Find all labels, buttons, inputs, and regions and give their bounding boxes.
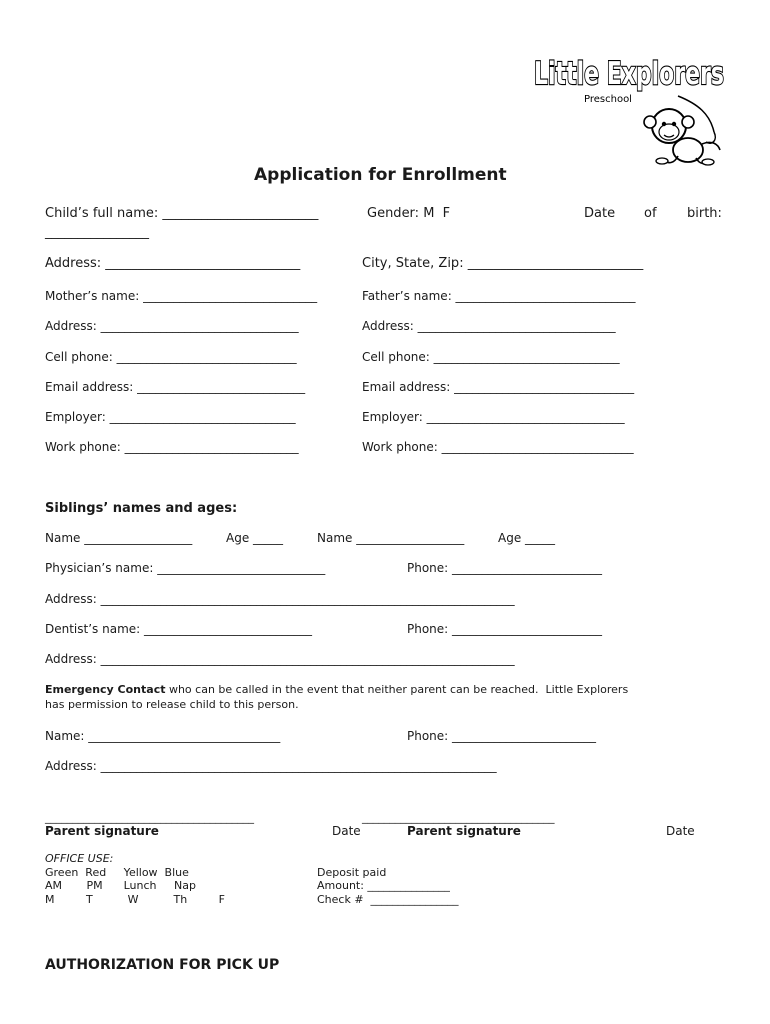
emergency-contact-text-2: has permission to release child to this person. — [45, 698, 299, 711]
father-name-field[interactable]: Father’s name: ______________________________ — [362, 289, 636, 303]
siblings-heading: Siblings’ names and ages: — [45, 501, 238, 516]
mother-cell-field[interactable]: Cell phone: ______________________________ — [45, 350, 297, 364]
father-employer-field[interactable]: Employer: _________________________________ — [362, 410, 625, 424]
mother-address-field[interactable]: Address: _________________________________ — [45, 319, 299, 333]
logo-title: Little Explorers — [534, 56, 724, 92]
child-address-field[interactable]: Address: ______________________________ — [45, 256, 301, 271]
dob-label-date: Date — [584, 206, 616, 221]
emergency-name-field[interactable]: Name: ________________________________ — [45, 729, 281, 743]
signature-date-label-2: Date — [666, 824, 695, 838]
parent-signature-line-1[interactable]: ______________________________________ — [45, 811, 254, 824]
sibling-name-1-field[interactable]: Name __________________ — [45, 531, 193, 545]
emergency-phone-field[interactable]: Phone: ________________________ — [407, 729, 597, 743]
physician-phone-field[interactable]: Phone: _________________________ — [407, 561, 603, 575]
dob-label-of: of — [644, 206, 657, 221]
sibling-name-2-field[interactable]: Name __________________ — [317, 531, 465, 545]
gender-field[interactable]: Gender: M F — [367, 206, 451, 221]
city-state-zip-field[interactable]: City, State, Zip: ___________________________ — [362, 256, 644, 271]
mother-employer-field[interactable]: Employer: _______________________________ — [45, 410, 296, 424]
little-explorers-logo — [528, 44, 732, 168]
parent-signature-label-1: Parent signature — [45, 824, 159, 838]
dentist-name-field[interactable]: Dentist’s name: ____________________________ — [45, 622, 312, 636]
authorization-heading: AUTHORIZATION FOR PICK UP — [45, 957, 280, 973]
parent-signature-line-2[interactable]: ___________________________________ — [362, 811, 555, 824]
office-use-session: AM PM Lunch Nap — [45, 879, 196, 892]
father-work-phone-field[interactable]: Work phone: ________________________________ — [362, 440, 634, 454]
father-email-field[interactable]: Email address: ______________________________ — [362, 380, 635, 394]
mother-email-field[interactable]: Email address: ____________________________ — [45, 380, 306, 394]
dob-label-birth: birth: — [687, 206, 722, 221]
child-full-name-field[interactable]: Child’s full name: ________________________ — [45, 206, 319, 221]
physician-name-field[interactable]: Physician’s name: ____________________________ — [45, 561, 326, 575]
date-of-birth-field[interactable]: ________________ — [45, 225, 149, 240]
deposit-paid-label: Deposit paid — [317, 866, 387, 879]
dentist-phone-field[interactable]: Phone: _________________________ — [407, 622, 603, 636]
physician-address-field[interactable]: Address: _____________________________________________________________________ — [45, 592, 515, 606]
emergency-address-field[interactable]: Address: __________________________________________________________________ — [45, 759, 497, 773]
emergency-contact-label: Emergency Contact — [45, 683, 166, 696]
monkey-mascot-icon — [528, 44, 732, 168]
office-use-heading: OFFICE USE: — [45, 852, 114, 865]
deposit-amount-field[interactable]: Amount: _______________ — [317, 879, 450, 892]
office-use-days: M T W Th F — [45, 893, 225, 906]
sibling-age-1-field[interactable]: Age _____ — [226, 531, 284, 545]
sibling-age-2-field[interactable]: Age _____ — [498, 531, 556, 545]
emergency-contact-text-1: who can be called in the event that neither parent can be reached. Little Explorers — [165, 683, 629, 696]
dentist-address-field[interactable]: Address: _____________________________________________________________________ — [45, 652, 515, 666]
mother-name-field[interactable]: Mother’s name: _____________________________ — [45, 289, 318, 303]
logo-subtitle: Preschool — [584, 94, 632, 105]
mother-work-phone-field[interactable]: Work phone: _____________________________ — [45, 440, 299, 454]
father-cell-field[interactable]: Cell phone: _______________________________ — [362, 350, 620, 364]
signature-date-label-1: Date — [332, 824, 361, 838]
emergency-contact-description — [45, 684, 628, 695]
office-use-colors: Green Red Yellow Blue — [45, 866, 189, 879]
father-address-field[interactable]: Address: _________________________________ — [362, 319, 616, 333]
parent-signature-label-2: Parent signature — [407, 824, 521, 838]
check-number-field[interactable]: Check # ________________ — [317, 893, 459, 906]
page-title: Application for Enrollment — [254, 165, 507, 185]
